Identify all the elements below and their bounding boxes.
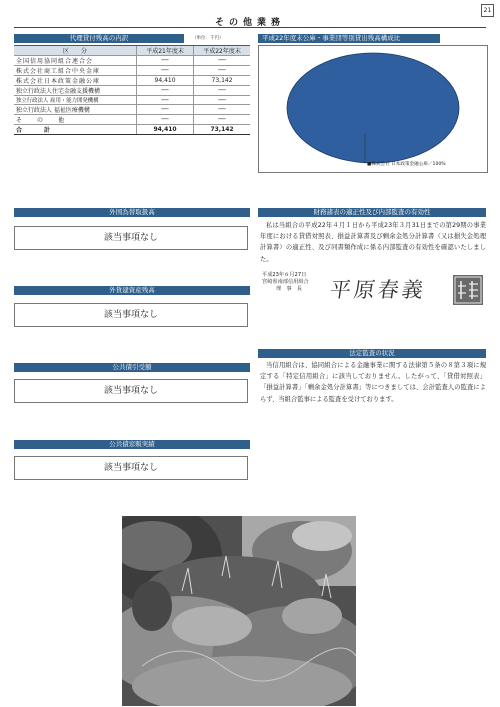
row-fy22: ── (194, 56, 250, 66)
signature-date: 平成23年６月27日 (262, 272, 307, 278)
row-fy21: ── (137, 56, 194, 66)
signature-handwritten: 平原春義 (328, 278, 428, 302)
header-category: 区 分 (14, 46, 137, 56)
chart-title: 平成22年度末公庫・事業団等別貸出残高構成比 (258, 34, 440, 43)
pie-slice-0 (287, 53, 459, 163)
row-label: 独立行政法人 福祉医療機構 (14, 105, 137, 115)
title-rule (14, 27, 486, 28)
loan-table-title: 代理貸付残高の内訳 (14, 34, 184, 43)
row-fy21: ── (137, 105, 194, 115)
chart-box (258, 45, 488, 173)
loan-table-header (14, 46, 250, 56)
loan-table-unit: （単位：千円） (192, 36, 224, 41)
seal-stamp (453, 275, 483, 305)
foreign-assets-body: 該当事項なし (14, 303, 248, 327)
statutory-audit-body: 当信用組合は、協同組合による金融事業に関する法律第５条の８第３項に規定する「特定信用組合」に該当しておりません。したがって、「貸借対照表」「損益計算書」「剰余金処分計算書」等につきましては、会計監査人の監査によらず、当組合監事による監査を受けております。 (260, 362, 486, 403)
bond-underwriting-body: 該当事項なし (14, 379, 248, 403)
row-label: 独立行政法人 雇用・能力開発機構 (14, 96, 137, 105)
total-fy21: 94,410 (137, 125, 194, 135)
row-fy22: ── (194, 66, 250, 76)
total-fy22: 73,142 (194, 125, 250, 135)
row-fy22: ── (194, 96, 250, 105)
page-number: 21 (481, 4, 494, 17)
pie-chart (259, 46, 487, 172)
row-fy22: 73,142 (194, 76, 250, 86)
row-label: 株式会社日本政策金融公庫 (14, 76, 137, 86)
row-label: 独立行政法人住宅金融支援機構 (14, 86, 137, 96)
table-row (14, 76, 250, 86)
table-row (14, 66, 250, 76)
row-fy22: ── (194, 105, 250, 115)
row-label: 全国信用協同組合連合会 (14, 56, 137, 66)
row-label: 株式会社商工組合中央金庫 (14, 66, 137, 76)
signature-role: 理 事 長 (276, 286, 302, 292)
foreign-exchange-body: 該当事項なし (14, 226, 248, 250)
foreign-exchange-title: 外国為替取扱高 (14, 208, 250, 217)
total-label: 合 計 (14, 125, 137, 135)
bond-underwriting-title: 公共債引受額 (14, 363, 250, 372)
foreign-assets-title: 外貨建資産残高 (14, 286, 250, 295)
row-fy21: ── (137, 96, 194, 105)
table-row (14, 86, 250, 96)
table-row (14, 115, 250, 125)
header-fy21: 平成21年度末 (137, 46, 194, 56)
table-row (14, 105, 250, 115)
bond-sales-body: 該当事項なし (14, 456, 248, 480)
loan-table (14, 45, 250, 135)
seal-mark-icon (453, 275, 483, 305)
bond-sales-title: 公共債窓販実績 (14, 440, 250, 449)
row-fy21: ── (137, 115, 194, 125)
row-fy22: ── (194, 115, 250, 125)
header-fy22: 平成22年度末 (194, 46, 250, 56)
tree-photo (122, 516, 356, 706)
row-fy21: 94,410 (137, 76, 194, 86)
row-fy21: ── (137, 86, 194, 96)
table-row (14, 96, 250, 105)
row-fy22: ── (194, 86, 250, 96)
financial-statements-title: 財務諸表の適正性及び内部監査の有効性 (258, 208, 486, 217)
signature-org: 宮崎県南部信用組合 (262, 279, 309, 285)
legend-label: ■株式会社 日本政策金融公庫／100% (367, 162, 446, 167)
row-fy21: ── (137, 66, 194, 76)
page-title: その他業務 (214, 18, 285, 28)
financial-statements-body: 私は当組合の平成22年４月１日から平成23年３月31日までの第29期の事業年度における貸借対照表、損益計算書及び剰余金処分計算書（又は損失金処理計算書）の適正性、及び同書類作成に係る内部監査の有効性を確認いたしました。 (260, 222, 486, 263)
row-label: そ の 他 (14, 115, 137, 125)
table-row (14, 56, 250, 66)
statutory-audit-title: 法定監査の状況 (258, 349, 486, 358)
foliage-image (122, 516, 356, 706)
loan-table-section (14, 34, 250, 135)
table-total-row (14, 125, 250, 135)
